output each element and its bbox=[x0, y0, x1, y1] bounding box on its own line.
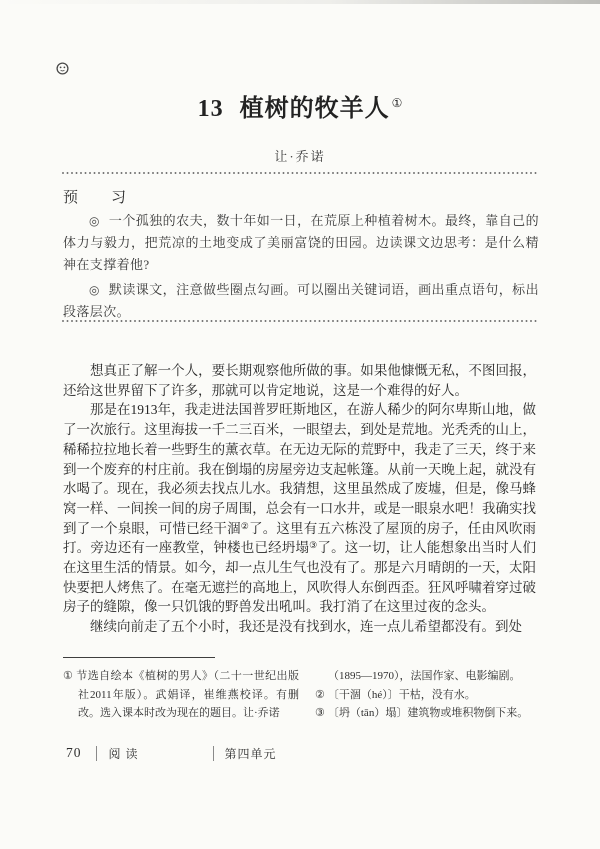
circle-bullet-icon: ◎ bbox=[89, 214, 100, 228]
footnote-column-left bbox=[63, 667, 299, 723]
footnote-entry-1-continuation: （1895—1970），法国作家、电影编剧。 bbox=[328, 670, 521, 682]
body-paragraph bbox=[63, 617, 536, 637]
footer-divider bbox=[213, 746, 214, 761]
scan-edge-shadow bbox=[0, 0, 600, 4]
lesson-body bbox=[63, 361, 536, 637]
footnotes-section bbox=[63, 667, 540, 723]
footnote-marker-2: ② bbox=[315, 688, 325, 701]
footer-unit-label: 第四单元 bbox=[224, 746, 277, 761]
footnote-ref-3: ③ bbox=[309, 540, 318, 551]
body-paragraph bbox=[63, 400, 536, 617]
dotted-divider-top bbox=[62, 172, 539, 174]
paragraph-text: 了。这一切，让人能想象出当时人们在这里生活的情景。如今，却一点儿生气也没有了。那是六月晴朗的一天，太阳快要把人烤焦了。在毫无遮拦的高地上，风吹得人东倒西歪。狂风呼啸着穿过破房子的缝隙，像一只饥饿的野兽发出吼叫。我打消了在这里过夜的念头。 bbox=[63, 540, 537, 615]
preview-item bbox=[63, 279, 539, 323]
author-name: 让·乔诺 bbox=[274, 149, 326, 164]
paragraph-text: 想真正了解一个人，要长期观察他所做的事。如果他慷慨无私，不图回报，还给这世界留下了许多，那就可以肯定地说，这是一个难得的好人。 bbox=[63, 363, 536, 398]
lesson-number: 13 bbox=[197, 96, 224, 122]
paragraph-text: 继续向前走了五个小时，我还是没有找到水，连一点儿希望都没有。到处 bbox=[90, 619, 522, 635]
preview-heading: 预 习 bbox=[63, 190, 136, 206]
footnote-column-right bbox=[315, 667, 540, 723]
lesson-title-text: 植树的牧羊人 bbox=[239, 96, 390, 122]
footnote-marker-1: ① bbox=[63, 670, 74, 682]
footnote-separator bbox=[63, 657, 215, 658]
footnote-entry-1 bbox=[63, 667, 299, 723]
footnote-entry-3 bbox=[315, 704, 540, 723]
footnote-entry-2 bbox=[315, 686, 540, 705]
circle-bullet-icon: ◎ bbox=[89, 283, 100, 297]
page-number: 70 bbox=[66, 745, 82, 760]
footer-section-label: 阅读 bbox=[108, 746, 143, 761]
dotted-divider-bottom bbox=[62, 320, 539, 322]
preview-section bbox=[63, 210, 539, 326]
footnote-text-3: 〔坍（tān）塌〕建筑物或堆积物倒下来。 bbox=[327, 707, 529, 719]
lesson-title bbox=[0, 88, 600, 123]
page-footer bbox=[66, 744, 277, 762]
footer-divider bbox=[96, 746, 97, 761]
smiley-icon bbox=[56, 62, 69, 75]
paragraph-text: 那是在1913年，我走进法国普罗旺斯地区，在游人稀少的阿尔卑斯山地，做了一次旅行。这里海拔一千二三百米，一眼望去，到处是荒地。光秃秃的山上，稀稀拉拉地长着一些野生的薰衣草。在无边无际的荒野中，我走了三天，终于来到一个废弃的村庄前。我在倒塌的房屋旁边支起帐篷。从前一天晚上起，就没有水喝了。现在，我必须去找点儿水。我猜想，这里虽然成了废墟，但是，像马蜂窝一样、一间挨一间的房子周围，总会有一口水井，或是一眼泉水吧！我确实找到了一个泉眼，可惜已经干涸 bbox=[63, 402, 536, 536]
footnote-text-2: 〔干涸（hé）〕干枯，没有水。 bbox=[327, 688, 476, 701]
preview-item-text: 默读课文，注意做些圈点勾画。可以圈出关键词语，画出重点语句，标出段落层次。 bbox=[63, 282, 539, 319]
paragraph-text: 了。这里有五六栋没了屋顶的房子，任由风吹雨打。旁边还有一座教堂，钟楼也已经坍塌 bbox=[63, 520, 536, 556]
footnote-marker-3: ③ bbox=[315, 707, 325, 719]
body-paragraph bbox=[63, 361, 536, 400]
preview-item-text: 一个孤独的农夫，数十年如一日，在荒原上种植着树木。最终，靠自己的体力与毅力，把荒凉的土地变成了美丽富饶的田园。边读课文边思考：是什么精神在支撑着他? bbox=[63, 213, 539, 272]
footnote-text-1: 节选自绘本《植树的男人》（二十一世纪出版社2011年版）。武娟译，崔维燕校译。有删改。选入课本时改为现在的题目。让·乔诺 bbox=[76, 670, 299, 719]
footnote-ref-2: ② bbox=[240, 520, 250, 531]
preview-item bbox=[63, 210, 539, 276]
title-footnote-marker: ① bbox=[391, 96, 403, 110]
